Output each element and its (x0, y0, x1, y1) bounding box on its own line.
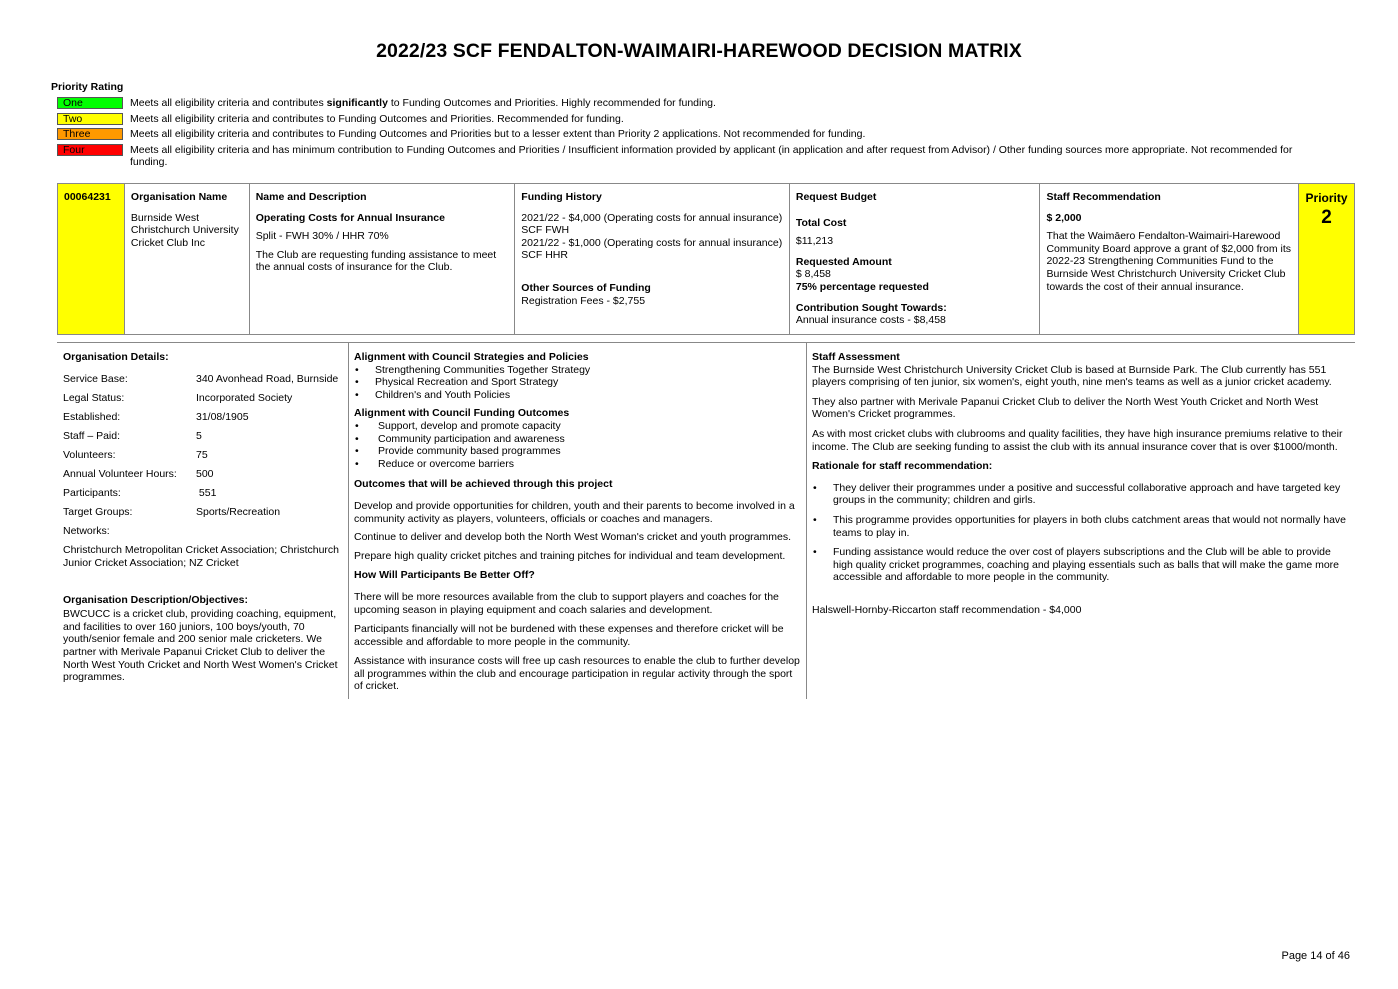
better-off-item: Assistance with insurance costs will free up cash resources to enable the club to further develop all programmes within the club and encourage participation in regular activity through the sport of cricket. (354, 655, 800, 693)
funding-history-header: Funding History (521, 191, 602, 203)
priority-description-two: Meets all eligibility criteria and contributes to Funding Outcomes and Priorities. Recommended for funding. (130, 112, 624, 125)
staff-recommendation-header: Staff Recommendation (1046, 191, 1161, 203)
details-section (57, 342, 1355, 699)
name-description-cell (250, 184, 516, 334)
detail-row-target-groups: Target Groups: Sports/Recreation (63, 506, 281, 519)
rationale-list (812, 482, 1349, 584)
org-name: Burnside West Christchurch University Cricket Club Inc (130, 211, 239, 249)
org-name-cell (125, 184, 250, 334)
detail-row-service-base: Service Base: 340 Avonhead Road, Burnside (63, 372, 339, 385)
priority-swatch-one: One (57, 97, 123, 109)
total-cost-label: Total Cost (795, 216, 847, 229)
outcome-item: • Support, develop and promote capacity (354, 420, 800, 433)
priority-description-four: Meets all eligibility criteria and has minimum contribution to Funding Outcomes and Priorities / Insufficient information provided by applicant (in application and after request from Advisor) / Other funding sources more appropriate. Not recommended for funding. (130, 143, 1293, 169)
rationale-heading: Rationale for staff recommendation: (812, 460, 993, 473)
alignment-column (348, 343, 806, 699)
strategy-item: • Physical Recreation and Sport Strategy (354, 376, 800, 389)
percentage-requested: 75% percentage requested (795, 280, 929, 293)
rationale-item: • This programme provides opportunities for players in both clubs catchment areas that would not normally have teams to play in. (812, 514, 1349, 539)
strategy-item: • Strengthening Communities Together Strategy (354, 364, 800, 377)
achieved-item: Develop and provide opportunities for children, youth and their parents to become involved in a community activity as players, volunteers, officials or coaches and managers. (354, 499, 795, 525)
outcomes-list (354, 420, 800, 470)
strategies-heading: Alignment with Council Strategies and Policies (354, 351, 589, 363)
funding-history-cell (515, 184, 790, 334)
other-sources: Registration Fees - $2,755 (521, 294, 646, 307)
rationale-item: • Funding assistance would reduce the over cost of players subscriptions and the Club will be able to provide high quality cricket programmes, coaching and playing essentials such as balls that will make the game more accessible and affordable to more people in the community. (812, 546, 1349, 584)
org-description: BWCUCC is a cricket club, providing coaching, equipment, and facilities to over 160 juniors, 100 boys/youth, 70 youth/senior female and 200 senior male cricketers. We partner with Merivale Papanui Cricket Club to deliver the North West Youth Cricket and North West Women's Cricket programmes. (63, 608, 338, 684)
priority-level-four (57, 144, 1317, 169)
funding-history-item: 2021/22 - $4,000 (Operating costs for annual insurance) SCF FWH (521, 211, 783, 237)
better-off-item: Participants financially will not be burdened with these expenses and therefore cricket will be accessible and affordable to more people in the community. (354, 623, 784, 648)
detail-row-volunteer-hours: Annual Volunteer Hours: 500 (63, 468, 214, 481)
detail-row-networks: Networks: (63, 525, 110, 538)
priority-level-three (57, 128, 1317, 141)
priority-cell (1299, 184, 1354, 334)
staff-assessment-column (806, 343, 1355, 699)
requested-amount: $ 8,458 (795, 268, 831, 281)
request-budget-cell (790, 184, 1041, 334)
project-description: The Club are requesting funding assistance to meet the annual costs of insurance for the Club. (255, 248, 497, 274)
organisation-details (57, 343, 347, 699)
better-off-heading: How Will Participants Be Better Off? (354, 569, 535, 582)
priority-level-two (57, 113, 1317, 126)
assessment-paragraph: As with most cricket clubs with clubrooms and quality facilities, they have high insurance premiums relative to their income. The Club are seeking funding to assist the club with its annual insurance cover that is over $1000/month. (812, 427, 1343, 453)
page-title: 2022/23 SCF FENDALTON-WAIMAIRI-HAREWOOD DECISION MATRIX (376, 40, 1022, 62)
request-budget-header: Request Budget (795, 191, 877, 203)
contribution-label: Contribution Sought Towards: (795, 301, 947, 314)
application-id: 00064231 (64, 191, 111, 203)
application-id-cell (58, 184, 125, 334)
application-table (57, 183, 1355, 335)
priority-level-one (57, 97, 1317, 110)
requested-amount-label: Requested Amount (795, 255, 892, 268)
org-details-heading: Organisation Details: (63, 351, 169, 363)
detail-row-legal-status: Legal Status: Incorporated Society (63, 391, 293, 404)
priority-description-three: Meets all eligibility criteria and contributes to Funding Outcomes and Priorities but to a lesser extent than Priority 2 applications. Not recommended for funding. (130, 128, 866, 141)
priority-swatch-three: Three (57, 128, 123, 140)
strategies-list (354, 364, 800, 402)
achieved-item: Prepare high quality cricket pitches and training pitches for individual and team development. (354, 549, 786, 562)
outcome-item: • Provide community based programmes (354, 445, 800, 458)
hhr-recommendation-note: Halswell-Hornby-Riccarton staff recommendation - $4,000 (812, 603, 1082, 616)
priority-swatch-two: Two (57, 113, 123, 125)
total-cost: $11,213 (795, 235, 834, 248)
detail-row-participants: Participants: 551 (63, 487, 217, 500)
achieved-item: Continue to deliver and develop both the North West Woman's cricket and youth programmes. (354, 531, 792, 544)
page-number: Page 14 of 46 (1281, 950, 1350, 962)
funding-history-item: 2021/22 - $1,000 (Operating costs for annual insurance) SCF HHR (521, 236, 783, 262)
funding-split: Split - FWH 30% / HHR 70% (255, 230, 389, 243)
org-description-heading: Organisation Description/Objectives: (63, 593, 248, 606)
other-sources-header: Other Sources of Funding (521, 281, 651, 294)
outcomes-heading: Alignment with Council Funding Outcomes (354, 407, 570, 420)
achieved-heading: Outcomes that will be achieved through this project (354, 478, 613, 491)
strategy-item: • Children's and Youth Policies (354, 389, 800, 402)
priority-rating-heading: Priority Rating (51, 81, 124, 93)
rationale-item: • They deliver their programmes under a positive and successful collaborative approach and have targeted key groups in the community; children and girls. (812, 482, 1349, 507)
priority-legend (57, 97, 1317, 172)
outcome-item: • Community participation and awareness (354, 433, 800, 446)
assessment-paragraph: The Burnside West Christchurch University Cricket Club is based at Burnside Park. The Club currently has 551 players comprising of ten junior, six women's, eight youth, nine men's teams as well as a junior cricket academy. (812, 363, 1332, 389)
name-description-header: Name and Description (255, 191, 367, 203)
assessment-paragraph: They also partner with Merivale Papanui Cricket Club to deliver the North West Youth Cricket and North West Women's Cricket programmes. (812, 395, 1319, 421)
detail-row-volunteers: Volunteers: 75 (63, 448, 208, 461)
networks-list: Christchurch Metropolitan Cricket Association; Christchurch Junior Cricket Association; NZ Cricket (63, 544, 340, 570)
priority-header: Priority (1305, 191, 1348, 205)
better-off-item: There will be more resources available from the club to support players and coaches for the upcoming season in playing equipment and coach salaries and development. (354, 590, 779, 616)
staff-recommendation-text: That the Waimāero Fendalton-Waimairi-Harewood Community Board approve a grant of $2,000 from its 2022-23 Strengthening Communities Fund to the Burnside West Christchurch University Cricket Club towards the cost of their annual insurance. (1046, 230, 1292, 293)
detail-row-staff-paid: Staff – Paid: 5 (63, 429, 202, 442)
staff-recommendation-cell (1040, 184, 1299, 334)
priority-description-one: Meets all eligibility criteria and contributes significantly to Funding Outcomes and Priorities. Highly recommended for funding. (130, 97, 716, 109)
staff-recommendation-amount: $ 2,000 (1046, 211, 1082, 224)
priority-swatch-four: Four (57, 144, 123, 156)
org-name-header: Organisation Name (130, 191, 228, 203)
detail-row-established: Established: 31/08/1905 (63, 410, 249, 423)
priority-value: 2 (1321, 207, 1332, 229)
outcome-item: • Reduce or overcome barriers (354, 458, 800, 471)
project-name: Operating Costs for Annual Insurance (255, 211, 445, 224)
contribution-value: Annual insurance costs - $8,458 (795, 314, 946, 327)
staff-assessment-heading: Staff Assessment (812, 351, 900, 363)
